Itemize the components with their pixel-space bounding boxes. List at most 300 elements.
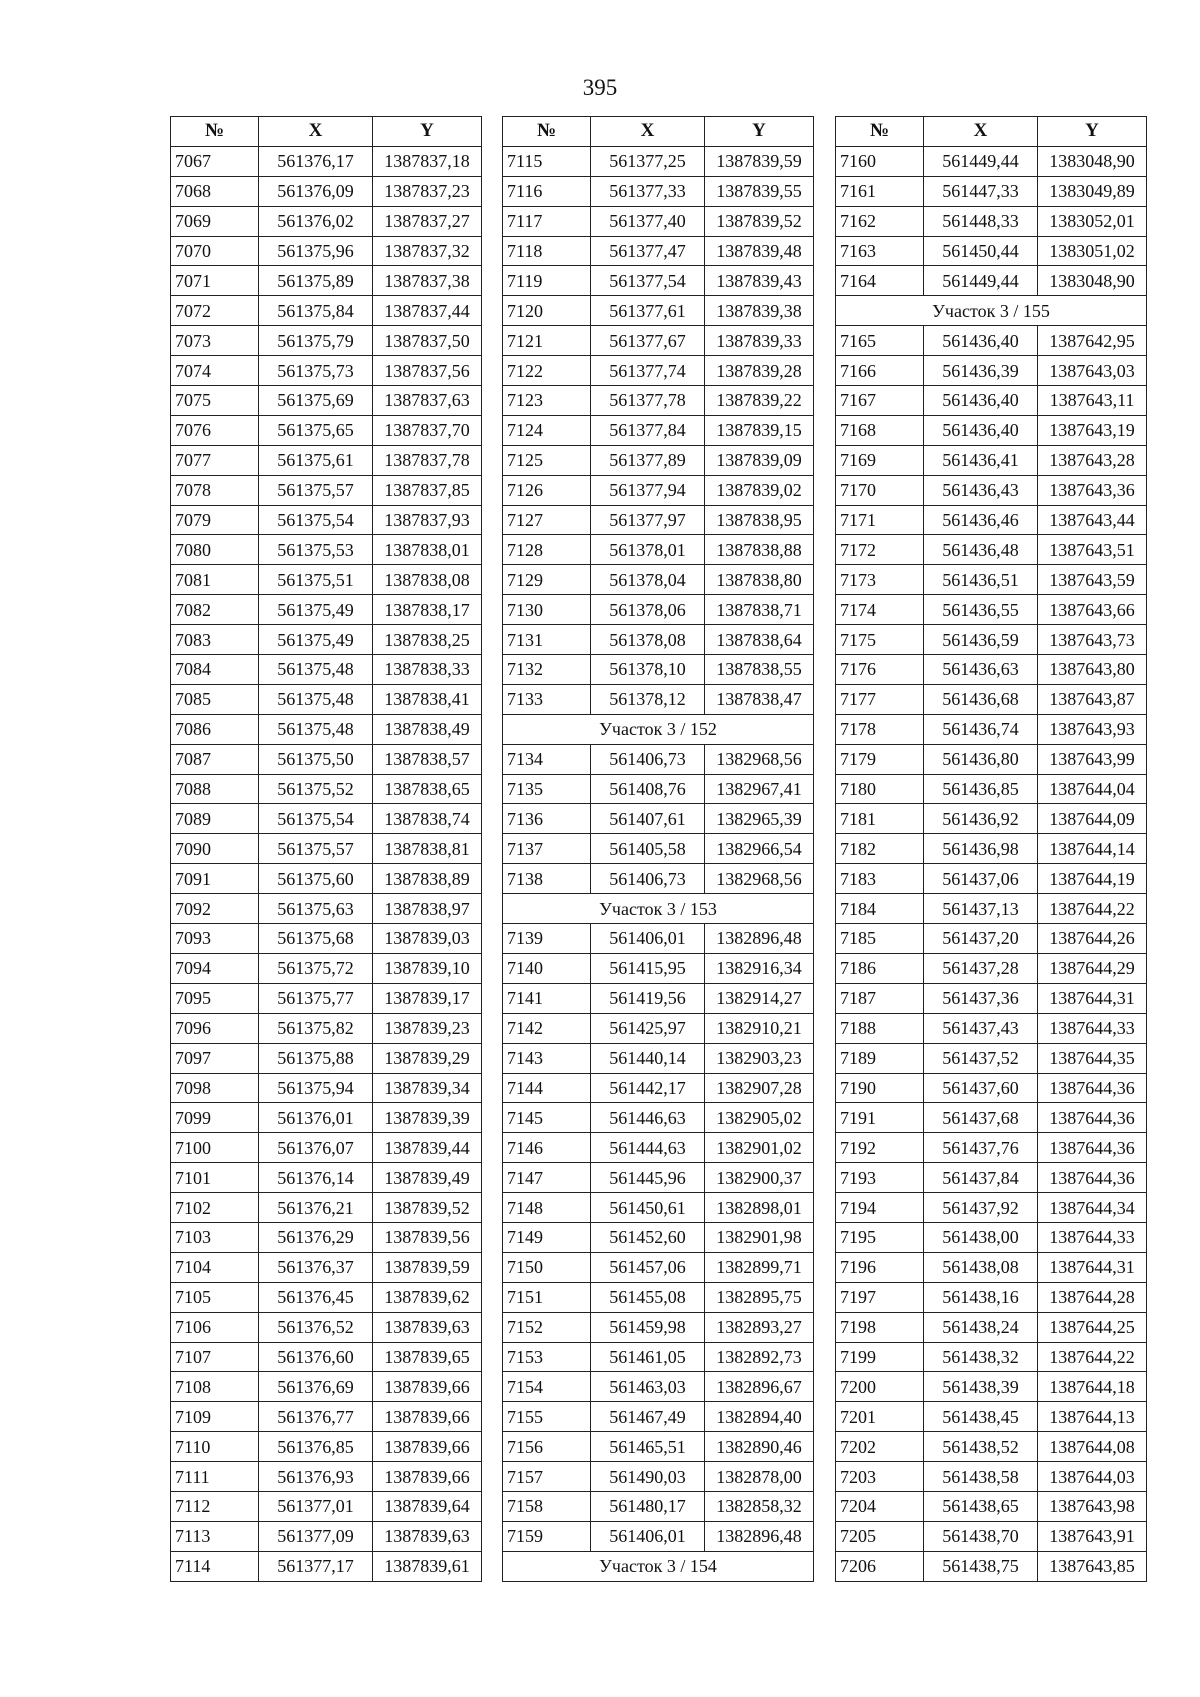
- table-row: [171, 924, 482, 954]
- coord-x: 561437,13: [924, 894, 1038, 924]
- coord-x: 561377,61: [591, 296, 705, 326]
- table-row: [503, 983, 814, 1013]
- coord-x: 561375,52: [259, 774, 373, 804]
- coord-x: 561375,49: [259, 595, 373, 625]
- point-number: 7077: [171, 445, 259, 475]
- section-heading-row: [836, 296, 1147, 326]
- coord-y: 1387838,41: [373, 684, 482, 714]
- point-number: 7090: [171, 834, 259, 864]
- coord-x: 561436,41: [924, 445, 1038, 475]
- coord-y: 1383052,01: [1038, 206, 1147, 236]
- coord-y: 1387839,64: [373, 1491, 482, 1521]
- coord-x: 561425,97: [591, 1013, 705, 1043]
- coord-x: 561378,01: [591, 535, 705, 565]
- coord-x: 561438,32: [924, 1342, 1038, 1372]
- coord-y: 1382907,28: [705, 1073, 814, 1103]
- coord-y: 1387837,78: [373, 445, 482, 475]
- table-row: [171, 1043, 482, 1073]
- coord-x: 561465,51: [591, 1432, 705, 1462]
- coord-y: 1387838,71: [705, 595, 814, 625]
- point-number: 7155: [503, 1402, 591, 1432]
- point-number: 7073: [171, 326, 259, 356]
- coord-y: 1387839,52: [705, 206, 814, 236]
- point-number: 7191: [836, 1103, 924, 1133]
- coord-y: 1387643,98: [1038, 1491, 1147, 1521]
- coord-x: 561436,98: [924, 834, 1038, 864]
- point-number: 7148: [503, 1193, 591, 1223]
- table-row: [503, 1193, 814, 1223]
- coord-x: 561438,00: [924, 1222, 1038, 1252]
- coord-y: 1387839,48: [705, 236, 814, 266]
- point-number: 7165: [836, 326, 924, 356]
- point-number: 7102: [171, 1193, 259, 1223]
- point-number: 7176: [836, 655, 924, 685]
- point-number: 7147: [503, 1163, 591, 1193]
- coord-y: 1387839,02: [705, 475, 814, 505]
- coord-x: 561375,61: [259, 445, 373, 475]
- coord-y: 1387644,33: [1038, 1013, 1147, 1043]
- table-row: [836, 326, 1147, 356]
- table-row: [836, 983, 1147, 1013]
- coord-y: 1387643,91: [1038, 1521, 1147, 1551]
- coord-x: 561438,65: [924, 1491, 1038, 1521]
- table-row: [503, 1342, 814, 1372]
- point-number: 7200: [836, 1372, 924, 1402]
- coord-x: 561437,36: [924, 983, 1038, 1013]
- table-row: [836, 655, 1147, 685]
- coord-x: 561376,37: [259, 1252, 373, 1282]
- coord-y: 1382967,41: [705, 774, 814, 804]
- coord-y: 1387839,38: [705, 296, 814, 326]
- coord-x: 561376,14: [259, 1163, 373, 1193]
- coord-x: 561437,28: [924, 953, 1038, 983]
- point-number: 7170: [836, 475, 924, 505]
- table-row: [503, 1402, 814, 1432]
- coord-y: 1382914,27: [705, 983, 814, 1013]
- header-y: Y: [373, 117, 482, 147]
- table-row: [503, 1133, 814, 1163]
- point-number: 7172: [836, 535, 924, 565]
- point-number: 7076: [171, 415, 259, 445]
- table-row: [836, 1432, 1147, 1462]
- point-number: 7087: [171, 744, 259, 774]
- table-row: [171, 1073, 482, 1103]
- coord-y: 1387838,89: [373, 864, 482, 894]
- point-number: 7192: [836, 1133, 924, 1163]
- table-row: [171, 1491, 482, 1521]
- coord-x: 561436,80: [924, 744, 1038, 774]
- coord-x: 561376,60: [259, 1342, 373, 1372]
- table-row: [503, 206, 814, 236]
- point-number: 7107: [171, 1342, 259, 1372]
- table-row: [836, 146, 1147, 176]
- table-row: [503, 475, 814, 505]
- coord-y: 1387838,74: [373, 804, 482, 834]
- coord-x: 561459,98: [591, 1312, 705, 1342]
- coord-x: 561436,85: [924, 774, 1038, 804]
- coord-x: 561408,76: [591, 774, 705, 804]
- coord-y: 1387644,36: [1038, 1133, 1147, 1163]
- coord-x: 561450,61: [591, 1193, 705, 1223]
- coord-y: 1387644,29: [1038, 953, 1147, 983]
- table-row: [836, 1073, 1147, 1103]
- table-row: [503, 953, 814, 983]
- table-row: [503, 505, 814, 535]
- coord-x: 561437,76: [924, 1133, 1038, 1163]
- coord-y: 1382903,23: [705, 1043, 814, 1073]
- coord-y: 1387839,55: [705, 176, 814, 206]
- table-row: [171, 236, 482, 266]
- table-row: [503, 1491, 814, 1521]
- point-number: 7132: [503, 655, 591, 685]
- coord-y: 1382901,02: [705, 1133, 814, 1163]
- coord-y: 1387837,63: [373, 386, 482, 416]
- point-number: 7101: [171, 1163, 259, 1193]
- coord-x: 561378,12: [591, 684, 705, 714]
- point-number: 7080: [171, 535, 259, 565]
- table-row: [503, 1252, 814, 1282]
- coord-x: 561375,89: [259, 266, 373, 296]
- point-number: 7149: [503, 1222, 591, 1252]
- coord-x: 561378,04: [591, 565, 705, 595]
- table-row: [836, 445, 1147, 475]
- table-row: [503, 744, 814, 774]
- table-row: [503, 415, 814, 445]
- table-row: [171, 1103, 482, 1133]
- coord-x: 561438,08: [924, 1252, 1038, 1282]
- coord-y: 1387839,23: [373, 1013, 482, 1043]
- point-number: 7151: [503, 1282, 591, 1312]
- point-number: 7129: [503, 565, 591, 595]
- table-row: [836, 864, 1147, 894]
- point-number: 7161: [836, 176, 924, 206]
- point-number: 7070: [171, 236, 259, 266]
- coord-x: 561407,61: [591, 804, 705, 834]
- table-row: [171, 266, 482, 296]
- coord-y: 1387838,47: [705, 684, 814, 714]
- coord-x: 561406,01: [591, 924, 705, 954]
- coord-y: 1387838,55: [705, 655, 814, 685]
- point-number: 7123: [503, 386, 591, 416]
- table-row: [171, 1462, 482, 1492]
- coord-y: 1387837,85: [373, 475, 482, 505]
- coord-y: 1387839,43: [705, 266, 814, 296]
- point-number: 7160: [836, 146, 924, 176]
- coord-x: 561375,68: [259, 924, 373, 954]
- coord-x: 561438,39: [924, 1372, 1038, 1402]
- coord-y: 1387839,66: [373, 1432, 482, 1462]
- coord-y: 1387838,01: [373, 535, 482, 565]
- coord-y: 1382890,46: [705, 1432, 814, 1462]
- table-row: [836, 744, 1147, 774]
- table-row: [171, 1312, 482, 1342]
- coord-x: 561375,88: [259, 1043, 373, 1073]
- table-row: [171, 774, 482, 804]
- coord-y: 1382968,56: [705, 864, 814, 894]
- coord-x: 561375,48: [259, 714, 373, 744]
- coord-y: 1387837,56: [373, 356, 482, 386]
- coord-x: 561375,96: [259, 236, 373, 266]
- coord-y: 1382894,40: [705, 1402, 814, 1432]
- coord-x: 561376,17: [259, 146, 373, 176]
- coord-y: 1387839,09: [705, 445, 814, 475]
- table-row: [503, 296, 814, 326]
- point-number: 7103: [171, 1222, 259, 1252]
- point-number: 7166: [836, 356, 924, 386]
- coord-x: 561376,21: [259, 1193, 373, 1223]
- table-row: [171, 804, 482, 834]
- table-row: [836, 684, 1147, 714]
- point-number: 7078: [171, 475, 259, 505]
- table-row: [171, 1222, 482, 1252]
- coord-y: 1387839,63: [373, 1521, 482, 1551]
- table-row: [836, 1163, 1147, 1193]
- point-number: 7150: [503, 1252, 591, 1282]
- table-row: [171, 1402, 482, 1432]
- coord-x: 561376,29: [259, 1222, 373, 1252]
- coord-x: 561436,92: [924, 804, 1038, 834]
- table-row: [171, 595, 482, 625]
- coord-y: 1387839,66: [373, 1402, 482, 1432]
- coord-x: 561376,02: [259, 206, 373, 236]
- coord-y: 1387643,44: [1038, 505, 1147, 535]
- coord-x: 561436,43: [924, 475, 1038, 505]
- point-number: 7201: [836, 1402, 924, 1432]
- coord-y: 1387644,26: [1038, 924, 1147, 954]
- coord-y: 1387839,34: [373, 1073, 482, 1103]
- table-row: [503, 445, 814, 475]
- coord-x: 561375,84: [259, 296, 373, 326]
- coord-x: 561436,39: [924, 356, 1038, 386]
- coord-x: 561377,78: [591, 386, 705, 416]
- section-heading-row: [503, 1551, 814, 1581]
- coord-x: 561438,70: [924, 1521, 1038, 1551]
- table-row: [503, 924, 814, 954]
- point-number: 7203: [836, 1462, 924, 1492]
- point-number: 7106: [171, 1312, 259, 1342]
- coord-x: 561438,24: [924, 1312, 1038, 1342]
- table-row: [503, 864, 814, 894]
- coord-y: 1382910,21: [705, 1013, 814, 1043]
- point-number: 7152: [503, 1312, 591, 1342]
- point-number: 7089: [171, 804, 259, 834]
- coord-x: 561438,58: [924, 1462, 1038, 1492]
- coord-x: 561438,75: [924, 1551, 1038, 1581]
- point-number: 7196: [836, 1252, 924, 1282]
- coord-x: 561375,60: [259, 864, 373, 894]
- point-number: 7163: [836, 236, 924, 266]
- coord-x: 561375,51: [259, 565, 373, 595]
- point-number: 7127: [503, 505, 591, 535]
- coord-y: 1387839,15: [705, 415, 814, 445]
- table-row: [171, 953, 482, 983]
- table-row: [836, 625, 1147, 655]
- point-number: 7202: [836, 1432, 924, 1462]
- table-row: [171, 206, 482, 236]
- table-row: [503, 326, 814, 356]
- coord-x: 561438,16: [924, 1282, 1038, 1312]
- table-row: [171, 1372, 482, 1402]
- coord-y: 1387644,22: [1038, 894, 1147, 924]
- coord-x: 561378,10: [591, 655, 705, 685]
- point-number: 7180: [836, 774, 924, 804]
- table-row: [503, 356, 814, 386]
- point-number: 7093: [171, 924, 259, 954]
- section-heading: Участок 3 / 154: [503, 1551, 814, 1581]
- table-row: [836, 415, 1147, 445]
- point-number: 7094: [171, 953, 259, 983]
- coord-y: 1382898,01: [705, 1193, 814, 1223]
- point-number: 7112: [171, 1491, 259, 1521]
- table-row: [836, 595, 1147, 625]
- point-number: 7162: [836, 206, 924, 236]
- coord-x: 561415,95: [591, 953, 705, 983]
- coord-y: 1387644,13: [1038, 1402, 1147, 1432]
- coord-y: 1387644,36: [1038, 1163, 1147, 1193]
- table-row: [171, 983, 482, 1013]
- coord-y: 1387838,81: [373, 834, 482, 864]
- point-number: 7075: [171, 386, 259, 416]
- coord-y: 1387837,50: [373, 326, 482, 356]
- coord-x: 561452,60: [591, 1222, 705, 1252]
- point-number: 7082: [171, 595, 259, 625]
- coord-y: 1387643,36: [1038, 475, 1147, 505]
- point-number: 7199: [836, 1342, 924, 1372]
- point-number: 7120: [503, 296, 591, 326]
- header-y: Y: [705, 117, 814, 147]
- coord-y: 1387644,04: [1038, 774, 1147, 804]
- table-row: [503, 1073, 814, 1103]
- coord-y: 1387643,19: [1038, 415, 1147, 445]
- coord-y: 1387644,19: [1038, 864, 1147, 894]
- point-number: 7110: [171, 1432, 259, 1462]
- coord-x: 561376,07: [259, 1133, 373, 1163]
- coord-x: 561375,48: [259, 655, 373, 685]
- point-number: 7194: [836, 1193, 924, 1223]
- coord-y: 1387838,97: [373, 894, 482, 924]
- table-row: [171, 744, 482, 774]
- coord-y: 1387839,65: [373, 1342, 482, 1372]
- coord-x: 561436,74: [924, 714, 1038, 744]
- table-row: [171, 475, 482, 505]
- table-row: [836, 206, 1147, 236]
- point-number: 7168: [836, 415, 924, 445]
- point-number: 7184: [836, 894, 924, 924]
- coord-x: 561445,96: [591, 1163, 705, 1193]
- coord-x: 561377,40: [591, 206, 705, 236]
- coord-y: 1382965,39: [705, 804, 814, 834]
- coord-x: 561442,17: [591, 1073, 705, 1103]
- coord-x: 561375,53: [259, 535, 373, 565]
- table-row: [503, 236, 814, 266]
- coord-x: 561377,17: [259, 1551, 373, 1581]
- coord-x: 561377,97: [591, 505, 705, 535]
- coord-y: 1387644,33: [1038, 1222, 1147, 1252]
- point-number: 7198: [836, 1312, 924, 1342]
- coord-y: 1387838,80: [705, 565, 814, 595]
- header-x: X: [259, 117, 373, 147]
- table-row: [171, 1551, 482, 1581]
- coord-x: 561467,49: [591, 1402, 705, 1432]
- coord-x: 561376,93: [259, 1462, 373, 1492]
- coord-x: 561376,01: [259, 1103, 373, 1133]
- coord-y: 1387643,03: [1038, 356, 1147, 386]
- table-row: [171, 505, 482, 535]
- coord-y: 1382893,27: [705, 1312, 814, 1342]
- coord-y: 1387837,70: [373, 415, 482, 445]
- coord-x: 561447,33: [924, 176, 1038, 206]
- coord-x: 561419,56: [591, 983, 705, 1013]
- point-number: 7153: [503, 1342, 591, 1372]
- coord-y: 1387839,63: [373, 1312, 482, 1342]
- point-number: 7115: [503, 146, 591, 176]
- point-number: 7069: [171, 206, 259, 236]
- coord-y: 1382905,02: [705, 1103, 814, 1133]
- coord-x: 561446,63: [591, 1103, 705, 1133]
- coord-x: 561406,73: [591, 864, 705, 894]
- point-number: 7085: [171, 684, 259, 714]
- point-number: 7190: [836, 1073, 924, 1103]
- point-number: 7088: [171, 774, 259, 804]
- coordinates-table-1: [170, 116, 482, 1582]
- coord-x: 561437,92: [924, 1193, 1038, 1223]
- coord-x: 561490,03: [591, 1462, 705, 1492]
- coord-y: 1387838,17: [373, 595, 482, 625]
- coord-y: 1387839,62: [373, 1282, 482, 1312]
- point-number: 7133: [503, 684, 591, 714]
- coord-y: 1387643,51: [1038, 535, 1147, 565]
- table-row: [836, 1282, 1147, 1312]
- table-row: [836, 714, 1147, 744]
- table-row: [836, 565, 1147, 595]
- table-row: [503, 774, 814, 804]
- point-number: 7117: [503, 206, 591, 236]
- table-row: [171, 1163, 482, 1193]
- point-number: 7169: [836, 445, 924, 475]
- coord-y: 1387644,22: [1038, 1342, 1147, 1372]
- table-row: [836, 236, 1147, 266]
- coord-y: 1383049,89: [1038, 176, 1147, 206]
- coord-x: 561375,82: [259, 1013, 373, 1043]
- coord-y: 1387644,36: [1038, 1103, 1147, 1133]
- coord-x: 561378,06: [591, 595, 705, 625]
- coord-y: 1387643,93: [1038, 714, 1147, 744]
- table-row: [836, 1133, 1147, 1163]
- coord-y: 1387839,22: [705, 386, 814, 416]
- point-number: 7206: [836, 1551, 924, 1581]
- point-number: 7204: [836, 1491, 924, 1521]
- coord-x: 561436,63: [924, 655, 1038, 685]
- coord-x: 561436,68: [924, 684, 1038, 714]
- table-row: [171, 1521, 482, 1551]
- coord-y: 1387644,36: [1038, 1073, 1147, 1103]
- point-number: 7084: [171, 655, 259, 685]
- point-number: 7104: [171, 1252, 259, 1282]
- table-row: [171, 655, 482, 685]
- point-number: 7105: [171, 1282, 259, 1312]
- coord-x: 561375,54: [259, 804, 373, 834]
- coord-x: 561377,54: [591, 266, 705, 296]
- point-number: 7092: [171, 894, 259, 924]
- point-number: 7164: [836, 266, 924, 296]
- table-row: [503, 684, 814, 714]
- point-number: 7205: [836, 1521, 924, 1551]
- point-number: 7091: [171, 864, 259, 894]
- table-row: [836, 266, 1147, 296]
- section-heading: Участок 3 / 155: [836, 296, 1147, 326]
- point-number: 7197: [836, 1282, 924, 1312]
- table-row: [836, 774, 1147, 804]
